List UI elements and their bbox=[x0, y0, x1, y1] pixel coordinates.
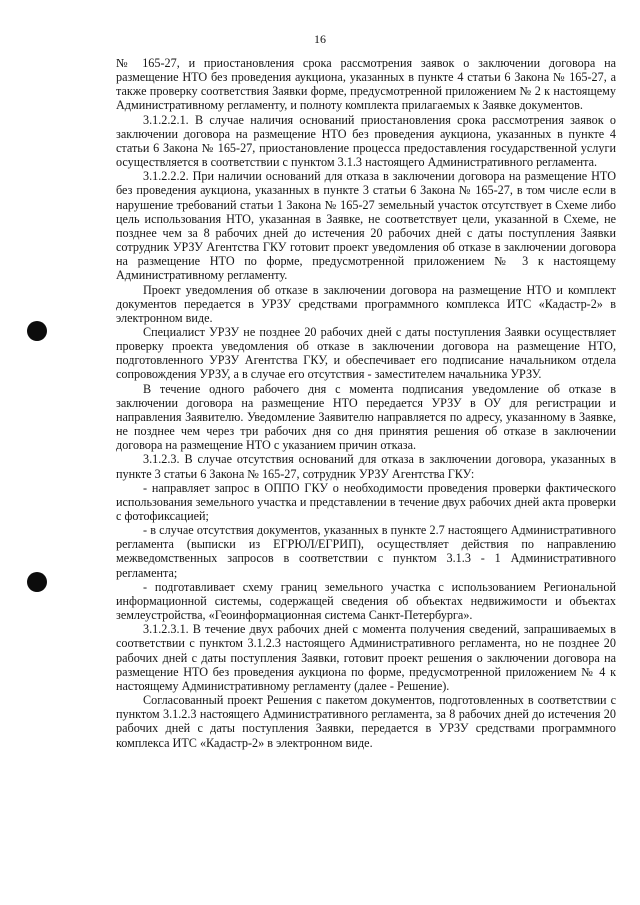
list-item-interagency: - в случае отсутствия документов, указанных в пункте 2.7 настоящего Административного регламента (выписки из ЕГРЮЛ/ЕГРИП), осуществляет действия по направлению межведомственных запросов в соответствии с пунктом 3.1.3 - 1 Административного регламента; bbox=[116, 523, 616, 580]
paragraph-3-1-2-2-2: 3.1.2.2.2. При наличии оснований для отказа в заключении договора на размещение НТО без проведения аукциона, указанных в пункте 3 статьи 6 Закона № 165-27, в том числе если в нарушение требований статьи 1 Закона № 165-27 земельный участок отсутствует в Схеме либо цель использования НТО, указанная в Заявке, не соответствует цели, указанной в Схеме, не позднее чем за 8 рабочих дней до истечения 20 рабочих дней с даты поступления Заявки сотрудник УРЗУ Агентства ГКУ готовит проект уведомления об отказе в заключении договора на размещение НТО по форме, предусмотренной приложением № 3 к настоящему Административному регламенту. bbox=[116, 169, 616, 283]
paragraph-specialist-check: Специалист УРЗУ не позднее 20 рабочих дней с даты поступления Заявки осуществляет проверку проекта уведомления об отказе в заключении договора на размещение НТО, подготовленного УРЗУ Агентства ГКУ, и обеспечивает его подписание начальником отдела сопровождения УРЗУ, а в случае его отсутствия - заместителем начальника УРЗУ. bbox=[116, 324, 616, 382]
list-item-request: - направляет запрос в ОППО ГКУ о необходимости проведения проверки фактического использования земельного участка и представлении в течение двух рабочих дней акта проверки с фотофиксацией; bbox=[116, 480, 616, 523]
paragraph-agreed-draft: Согласованный проект Решения с пакетом документов, подготовленных в соответствии с пунктом 3.1.2.3 настоящего Административного регламента, за 8 рабочих дней до истечения 20 рабочих дней с даты поступления Заявки, передается в УРЗУ средствами программного комплекса ИТС «Кадастр-2» в электронном виде. bbox=[116, 693, 616, 750]
paragraph-refusal-draft: Проект уведомления об отказе в заключении договора на размещение НТО и комплект документов передается в УРЗУ средствами программного комплекса ИТС «Кадастр-2» в электронном виде. bbox=[116, 282, 616, 325]
list-item-scheme: - подготавливает схему границ земельного участка с использованием Региональной информационной системы, содержащей сведения об объектах недвижимости и объектах землеустройства, «Геоинформационная система Санкт-Петербурга». bbox=[116, 579, 616, 623]
paragraph-3-1-2-3: 3.1.2.3. В случае отсутствия оснований для отказа в заключении договора, указанных в пункте 3 статьи 6 Закона № 165-27, сотрудник УРЗУ Агентства ГКУ: bbox=[116, 452, 616, 481]
paragraph-3-1-2-3-1: 3.1.2.3.1. В течение двух рабочих дней с момента получения сведений, запрашиваемых в соответствии с пунктом 3.1.2.3 настоящего Административного регламента, но не позднее 20 рабочих дней с даты поступления Заявки, готовит проект решения о заключении договора на размещение НТО без проведения аукциона по форме, предусмотренной приложением № 4 к настоящему Административному регламенту (далее - Решение). bbox=[116, 622, 616, 693]
page-number: 16 bbox=[314, 32, 326, 46]
document-body bbox=[116, 56, 616, 750]
punch-hole-mark bbox=[27, 321, 47, 341]
paragraph-continuation: № 165-27, и приостановления срока рассмотрения заявок о заключении договора на размещение НТО без проведения аукциона, указанных в пункте 4 статьи 6 Закона № 165-27, а также проверку соответствия Заявки форме, предусмотренной приложением № 2 к настоящему Административному регламенту, и полноту комплекта прилагаемых к Заявке документов. bbox=[116, 56, 616, 113]
paragraph-3-1-2-2-1: 3.1.2.2.1. В случае наличия оснований приостановления срока рассмотрения заявок о заключении договора на размещение НТО без проведения аукциона, указанных в пункте 4 статьи 6 Закона № 165-27, приостановление процесса предоставления государственной услуги осуществляется в соответствии с пунктом 3.1.3 настоящего Административного регламента. bbox=[116, 112, 616, 170]
punch-hole-mark bbox=[27, 572, 47, 592]
paragraph-notification: В течение одного рабочего дня с момента подписания уведомление об отказе в заключении договора на размещение НТО передается УРЗУ в ОУ для регистрации и направления Заявителю. Уведомление Заявителю направляется по адресу, указанному в Заявке, не позднее чем через три рабочих дня со дня принятия решения об отказе в заключении договора на размещение НТО с указанием причин отказа. bbox=[116, 381, 616, 453]
